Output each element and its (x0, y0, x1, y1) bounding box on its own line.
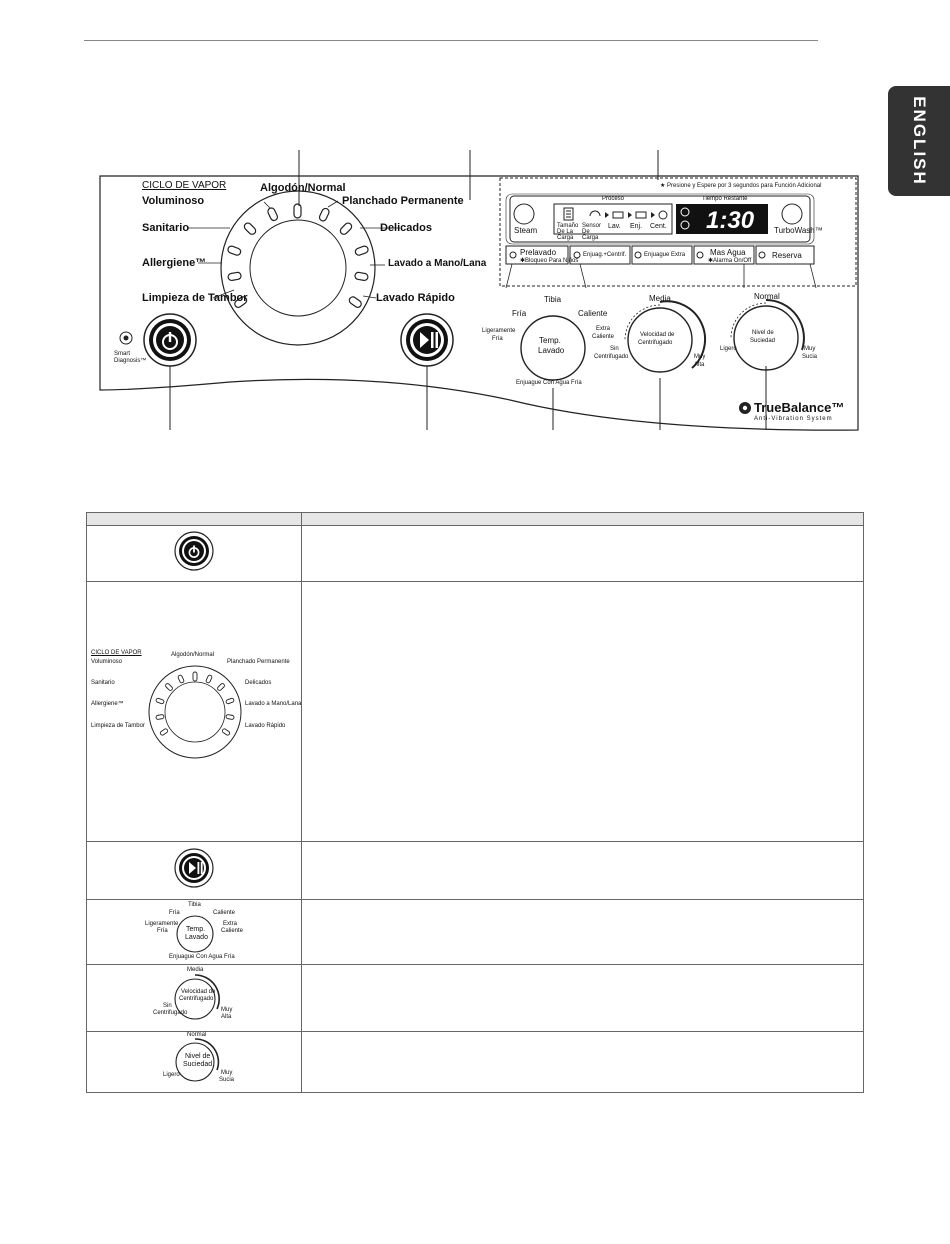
option-enjuag-centrif[interactable]: Enjuag.+Centrif. (583, 252, 627, 258)
option-mas-agua[interactable]: Mas Agua (710, 248, 746, 257)
spin-dial-line2[interactable]: Centrifugado (638, 340, 673, 346)
process-label: Proceso (602, 196, 625, 202)
thumb-soil-muy-sucia: Sucia (219, 1077, 235, 1083)
temp-ligeramente-fria: Fría (492, 336, 503, 342)
thumb-temp-extra-caliente: Caliente (221, 928, 244, 934)
soil-ligero: Ligero (720, 346, 737, 352)
temp-extra-caliente: Caliente (592, 334, 615, 340)
temp-extra: Extra (596, 326, 611, 332)
table-row (87, 965, 864, 1032)
temp-enjuague-fria: Enjuague Con Agua Fría (516, 380, 582, 386)
soil-description (302, 1032, 864, 1093)
cycle-voluminoso[interactable]: Voluminoso (142, 195, 205, 207)
temp-dial-thumbnail (87, 900, 301, 964)
thumb-lavado-mano: Lavado a Mano/Lana (245, 700, 302, 707)
soil-normal: Normal (754, 292, 780, 301)
step-wash: Lav. (608, 223, 621, 230)
truebalance-logo: TrueBalance™ (754, 400, 845, 415)
time-remaining-display: 1:30 (706, 207, 755, 234)
turbowash-button[interactable]: TurboWash™ (774, 226, 823, 235)
thumb-delicados: Delicados (245, 679, 272, 686)
step-rinse: Enj. (630, 223, 643, 230)
thumb-soil-center1: Nivel de (185, 1053, 211, 1060)
smart-diagnosis-label: Smart Diagnosis™ (114, 351, 147, 364)
thumb-soil-muy: Muy (221, 1070, 233, 1076)
thumb-lavado-rapido: Lavado Rápido (245, 722, 286, 729)
thumb-steam-heading: CICLO DE VAPOR (91, 649, 142, 656)
thumb-algodon: Algodón/Normal (171, 651, 215, 658)
cycle-dial-thumbnail (87, 612, 301, 812)
thumb-spin-sin-centrifugado: Centrifugado (153, 1010, 188, 1016)
cycle-sanitario[interactable]: Sanitario (142, 222, 190, 234)
thumb-spin-muy-alta: Alta (221, 1014, 232, 1020)
spin-muy: Muy (694, 354, 706, 360)
temp-ligeramente: Ligeramente (482, 328, 516, 334)
thumb-soil-ligero: Ligero (163, 1072, 180, 1078)
table-row (87, 842, 864, 900)
additional-function-hint: ★ Presione y Espere por 3 segundos para Función Adicional (660, 183, 822, 189)
table-row (87, 526, 864, 582)
thumb-temp-caliente: Caliente (213, 910, 236, 916)
option-enjuague-extra[interactable]: Enjuague Extra (644, 252, 686, 258)
option-reserva[interactable]: Reserva (772, 251, 802, 260)
thumb-allergiene: Allergiene™ (91, 700, 124, 707)
power-button-image-cell (87, 526, 302, 582)
start-pause-image-cell (87, 842, 302, 900)
thumb-spin-center1: Velocidad de (181, 989, 216, 995)
spin-dial-line1[interactable]: Velocidad de (640, 332, 675, 338)
cycle-description (302, 582, 864, 842)
cycle-dial-image-cell (87, 582, 302, 842)
thumb-temp-extra: Extra (223, 921, 238, 927)
cycle-lavado-rapido[interactable]: Lavado Rápido (376, 292, 455, 304)
spin-media: Media (649, 294, 671, 303)
start-pause-description (302, 842, 864, 900)
thumb-temp-fria: Fría (169, 910, 180, 916)
thumb-temp-center2: Lavado (185, 934, 208, 941)
temp-dial-line2[interactable]: Lavado (538, 346, 565, 355)
start-pause-icon (87, 842, 301, 894)
thumb-temp-ligeramente: Ligeramente (145, 921, 179, 927)
thumb-soil-normal: Normal (187, 1032, 207, 1038)
temp-dial-line1[interactable]: Temp. (539, 336, 561, 345)
thumb-planchado: Planchado Permanente (227, 658, 290, 665)
temp-description (302, 900, 864, 965)
thumb-temp-ligeramente-fria: Fría (157, 928, 168, 934)
power-description (302, 526, 864, 582)
table-row (87, 1032, 864, 1093)
thumb-sanitario: Sanitario (91, 679, 115, 686)
soil-dial-line2[interactable]: Suciedad (750, 338, 776, 344)
truebalance-tagline: Anti-Vibration System (754, 416, 833, 422)
control-panel-diagram (80, 150, 860, 450)
thumb-spin-media: Media (187, 967, 204, 973)
spin-dial-thumbnail (87, 965, 301, 1031)
temp-dial-image-cell (87, 900, 302, 965)
table-header-cell (302, 513, 864, 526)
soil-dial-thumbnail (87, 1032, 301, 1092)
step-spin: Cent. (650, 223, 667, 230)
cycle-algodon-normal[interactable]: Algodón/Normal (260, 182, 346, 194)
step-load-size: Tamaño De La Carga (557, 223, 579, 241)
table-row (87, 900, 864, 965)
thumb-soil-center2: Suciedad (183, 1061, 213, 1068)
cycle-dial-icon (87, 612, 301, 812)
time-remaining-label: Tiempo Restante (702, 196, 748, 202)
cycle-delicados[interactable]: Delicados (380, 222, 432, 234)
thumb-temp-center1: Temp. (186, 926, 206, 933)
thumb-temp-enjuague: Enjuague Con Agua Fría (169, 954, 235, 960)
table-header-cell (87, 513, 302, 526)
language-tab[interactable] (888, 86, 950, 196)
option-prelavado-sub: ✱Bloqueo Para Niños (520, 258, 579, 264)
soil-dial-line1[interactable]: Nivel de (752, 330, 774, 336)
soil-muy: Muy (804, 346, 816, 352)
temp-caliente: Caliente (578, 309, 608, 318)
spin-muy-alta: Alta (694, 362, 705, 368)
spin-dial-image-cell (87, 965, 302, 1032)
controls-table (86, 512, 864, 1093)
table-header (87, 513, 864, 526)
step-load-sensor: Sensor De Carga (582, 223, 602, 241)
thumb-spin-sin: Sin (163, 1003, 172, 1009)
option-mas-agua-sub: ✱Alarma On/Off (708, 258, 752, 264)
steam-cycle-heading: CICLO DE VAPOR (142, 180, 227, 191)
soil-dial-image-cell (87, 1032, 302, 1093)
temp-fria: Fría (512, 309, 527, 318)
cycle-allergiene[interactable]: Allergiene™ (142, 257, 207, 269)
steam-button[interactable]: Steam (514, 226, 538, 235)
spin-sin: Sin (610, 346, 619, 352)
thumb-limpieza: Limpieza de Tambor (91, 722, 145, 729)
thumb-spin-center2: Centrifugado (179, 996, 214, 1002)
temp-tibia: Tibia (544, 295, 562, 304)
spin-sin-centrifugado: Centrifugado (594, 354, 629, 360)
cycle-lavado-mano-lana[interactable]: Lavado a Mano/Lana (388, 258, 487, 269)
option-prelavado[interactable]: Prelavado (520, 248, 557, 257)
thumb-temp-tibia: Tibia (188, 902, 201, 908)
power-icon (87, 526, 301, 576)
thumb-spin-muy: Muy (221, 1007, 233, 1013)
cycle-planchado-permanente[interactable]: Planchado Permanente (342, 195, 464, 207)
language-tab-label: ENGLISH (910, 96, 929, 186)
top-rule (84, 40, 818, 41)
spin-description (302, 965, 864, 1032)
table-row (87, 582, 864, 842)
thumb-voluminoso: Voluminoso (91, 658, 123, 665)
soil-muy-sucia: Sucia (802, 354, 818, 360)
cycle-limpieza-tambor[interactable]: Limpieza de Tambor (142, 292, 248, 304)
